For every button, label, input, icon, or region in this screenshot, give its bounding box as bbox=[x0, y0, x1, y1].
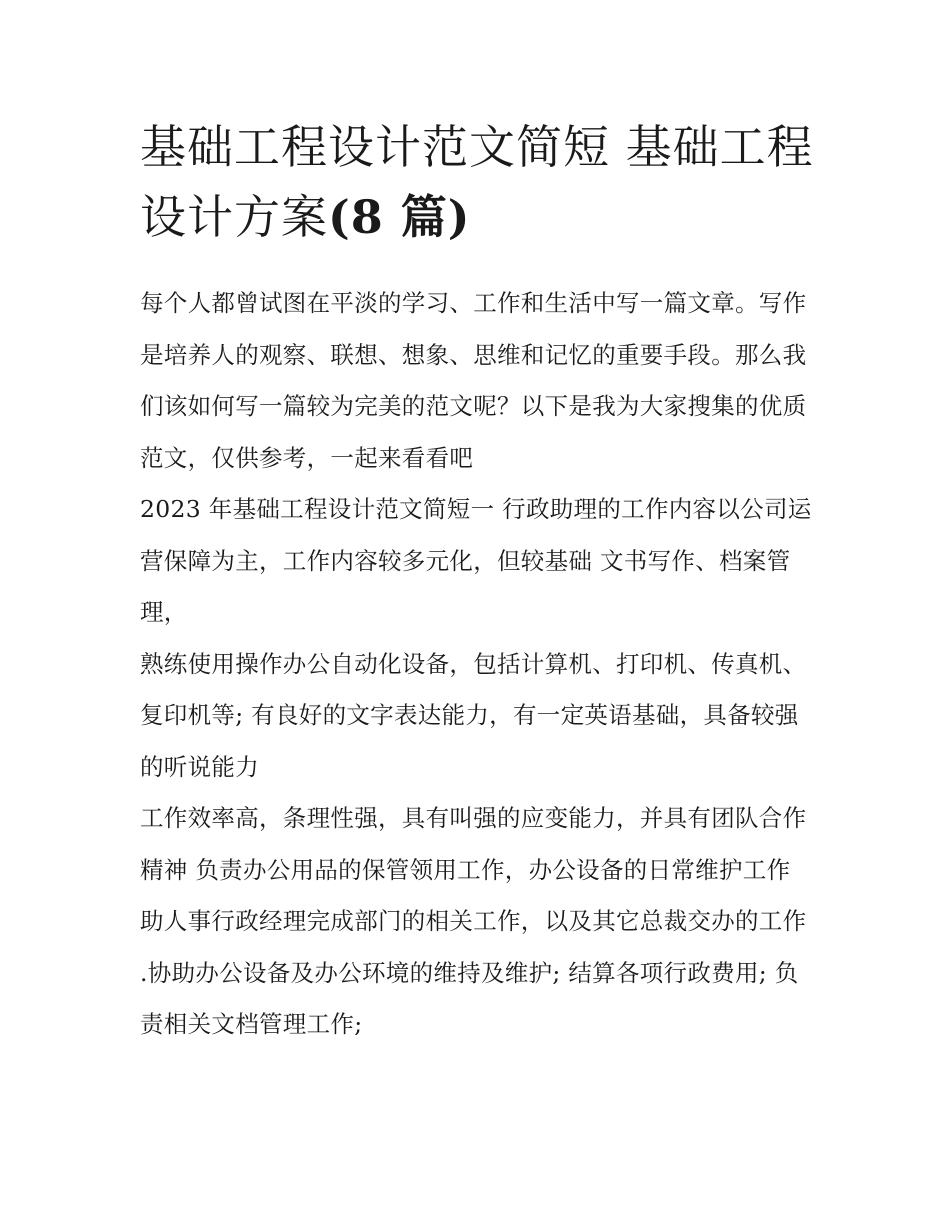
body-paragraph: 助人事行政经理完成部门的相关工作，以及其它总裁交办的工作 .协助办公设备及办公环境的维持及维护; 结算各项行政费用; 负责相关文档管理工作; bbox=[140, 907, 807, 1038]
body-paragraph: 2023 年基础工程设计范文简短一 行政助理的工作内容以公司运营保障为主，工作内容较多元化，但较基础 文书写作、档案管理， bbox=[140, 495, 812, 626]
body-paragraph: 工作效率高，条理性强，具有叫强的应变能力，并具有团队合作精神 负责办公用品的保管领用工作，办公设备的日常维护工作 bbox=[140, 804, 807, 884]
document-title-count: (8 篇) bbox=[328, 190, 471, 244]
intro-paragraph: 每个人都曾试图在平淡的学习、工作和生活中写一篇文章。写作是培养人的观察、联想、想象、思维和记忆的重要手段。那么我们该如何写一篇较为完美的范文呢？以下是我为大家搜集的优质范文，仅供参考，一起来看看吧 bbox=[140, 289, 807, 472]
document-body bbox=[140, 278, 815, 1051]
document-title-main: 基础工程设计范文简短 基础工程设计方案 bbox=[140, 120, 814, 244]
document-title bbox=[140, 112, 815, 252]
body-paragraph: 熟练使用操作办公自动化设备，包括计算机、打印机、传真机、复印机等; 有良好的文字表达能力，有一定英语基础，具备较强的听说能力 bbox=[140, 649, 807, 781]
document-page bbox=[140, 112, 815, 1051]
